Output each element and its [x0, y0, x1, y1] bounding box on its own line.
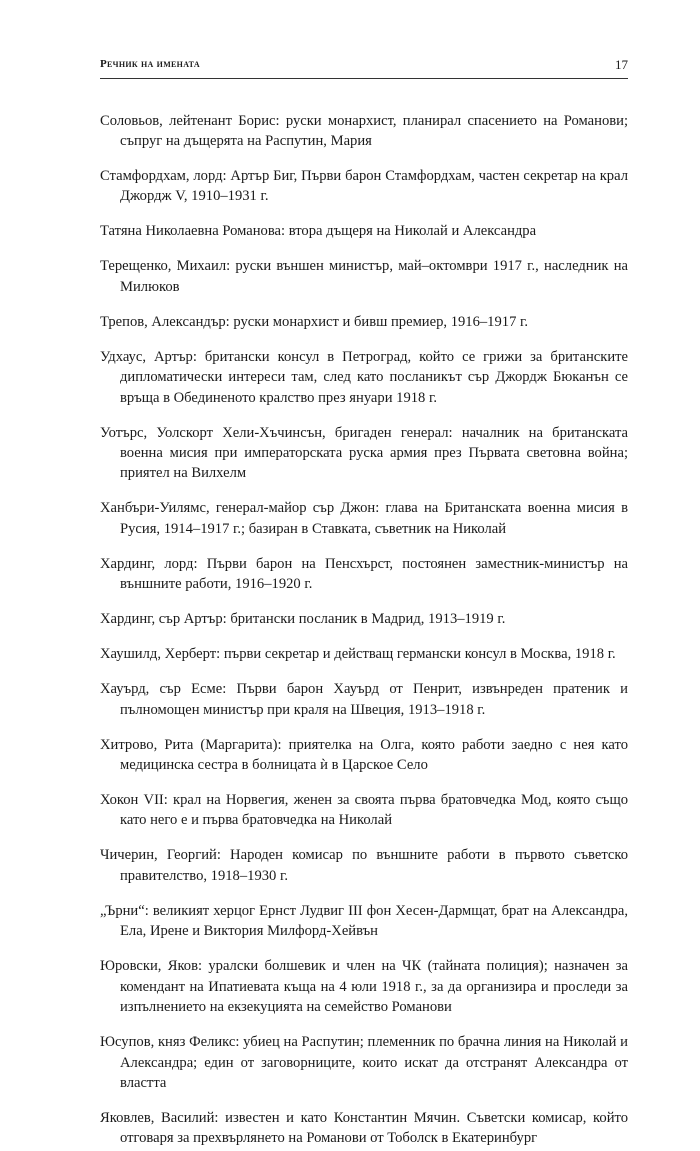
glossary-entries — [100, 96, 628, 1151]
glossary-entry: Хардинг, лорд: Първи барон на Пенсхърст, постоянен заместник-министър на външните работи, 1916–1920 г. — [100, 555, 628, 593]
glossary-entry: Терещенко, Михаил: руски външен министър, май–октомври 1917 г., наследник на Милюков — [100, 258, 628, 295]
glossary-entry: Ханбъри-Уилямс, генерал-майор сър Джон: глава на Британската военна мисия в Русия, 1914–1917 г.; базиран в Ставката, съветник на Николай — [100, 500, 628, 537]
running-head — [100, 58, 628, 76]
glossary-entry: Уотърс, Уолскорт Хели-Хъчинсън, бригаден генерал: началник на британската военна мисия при императорската руска армия през Първата световна война; приятел на Вилхелм — [100, 424, 628, 482]
glossary-entry: Удхаус, Артър: британски консул в Петроград, който се грижи за британските дипломатически интереси там, след като посланикът сър Джордж Бюканън се връща в Обединеното кралство през януари 1918 г. — [100, 348, 628, 406]
glossary-entry: Соловьов, лейтенант Борис: руски монархист, планирал спасението на Романови; съпруг на дъщерята на Распутин, Мария — [100, 112, 628, 149]
glossary-entry: Чичерин, Георгий: Народен комисар по външните работи в първото съветско правителство, 1918–1930 г. — [100, 847, 628, 884]
page-number: 17 — [615, 57, 628, 72]
glossary-entry: Трепов, Александър: руски монархист и бивш премиер, 1916–1917 г. — [100, 313, 528, 330]
glossary-entry: „Ърни“: великият херцог Ернст Лудвиг III фон Хесен-Дармщат, брат на Александра, Ела, Ирене и Виктория Милфорд-Хейвън — [100, 902, 628, 940]
header-rule — [100, 78, 628, 79]
glossary-entry: Татяна Николаевна Романова: втора дъщеря на Николай и Александра — [100, 223, 537, 240]
glossary-entry: Стамфордхам, лорд: Артър Биг, Първи барон Стамфордхам, частен секретар на крал Джордж V, 1910–1931 г. — [100, 168, 628, 205]
glossary-entry: Юсупов, княз Феликс: убиец на Распутин; племенник по брачна линия на Николай и Александра; един от заговорниците, които искат да отстранят Александра от властта — [100, 1034, 628, 1091]
running-title: Речник на имената — [100, 58, 200, 70]
glossary-entry: Хаушилд, Херберт: първи секретар и действащ германски консул в Москва, 1918 г. — [100, 646, 616, 663]
glossary-entry: Хокон VII: крал на Норвегия, женен за своята първа братовчедка Мод, която също като него е и първа братовчедка на Николай — [100, 792, 628, 829]
glossary-entry: Яковлев, Василий: известен и като Константин Мячин. Съветски комисар, който отговаря за прехвърлянето на Романови от Тоболск в Екатеринбург — [100, 1109, 628, 1147]
glossary-entry: Юровски, Яков: уралски болшевик и член на ЧК (тайната полиция); назначен за комендант на Ипатиевата къща на 4 юли 1918 г., за да организира и проследи за изпълнението на екзекуцията на семейство Романови — [100, 958, 628, 1016]
glossary-entry: Хитрово, Рита (Маргарита): приятелка на Олга, която работи заедно с нея като медицинска сестра в болницата ѝ в Царское Село — [100, 736, 628, 774]
glossary-entry: Хауърд, сър Есме: Първи барон Хауърд от Пенрит, извънреден пратеник и пълномощен министър при краля на Швеция, 1913–1918 г. — [100, 681, 628, 718]
glossary-entry: Хардинг, сър Артър: британски посланик в Мадрид, 1913–1919 г. — [100, 611, 506, 628]
